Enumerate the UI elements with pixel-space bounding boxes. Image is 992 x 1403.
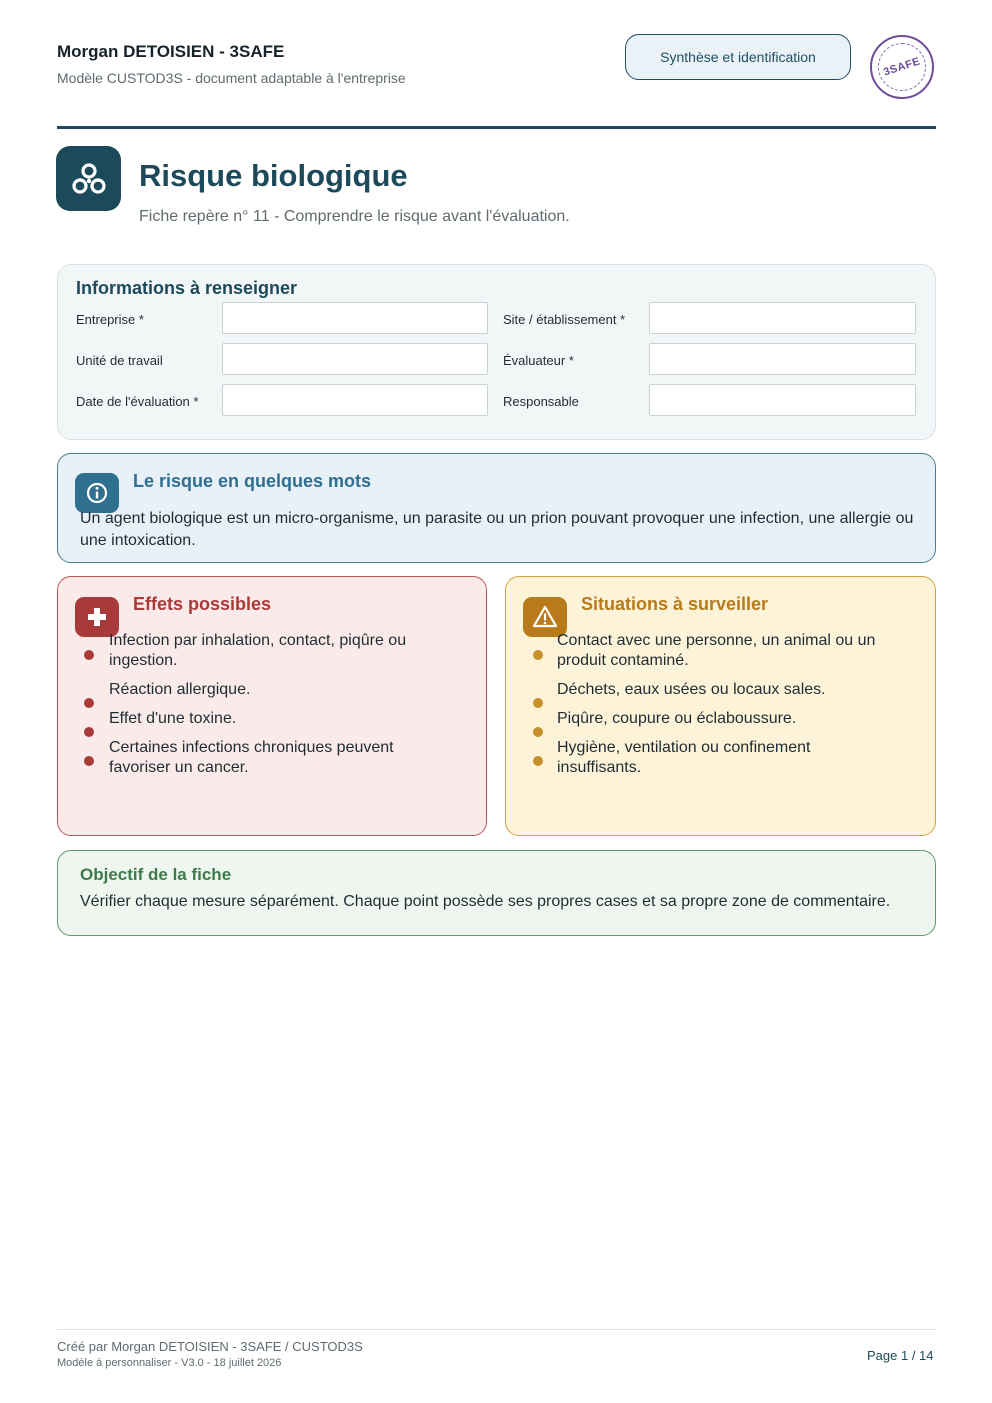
objective-card-title: Objectif de la fiche [80, 865, 232, 884]
date-evaluation-field[interactable] [222, 384, 488, 416]
seal-text: 3SAFE [882, 55, 922, 79]
summary-card-title: Le risque en quelques mots [133, 471, 372, 491]
section-tab[interactable] [625, 34, 851, 80]
field-label-unite: Unité de travail [76, 353, 163, 368]
info-icon [75, 473, 119, 513]
effects-item: Certaines infections chroniques peuvent favoriser un cancer. [109, 739, 394, 776]
bullet-dot [533, 650, 543, 660]
bullet-dot [533, 727, 543, 737]
bullet-dot [84, 698, 94, 708]
bullet-dot [533, 756, 543, 766]
situations-item: Contact avec une personne, un animal ou un produit contaminé. [557, 632, 876, 669]
biohazard-icon [56, 146, 121, 211]
footer-divider [57, 1329, 936, 1330]
summary-card-text: Un agent biologique est un micro-organisme, un parasite ou un prion pouvant provoquer une infection, une allergie ou une intoxication. [80, 510, 914, 549]
company-seal-logo [870, 35, 934, 99]
situations-card [505, 576, 936, 836]
effects-item: Effet d'une toxine. [109, 710, 237, 727]
page-title: Risque biologique [139, 158, 408, 193]
effects-item: Infection par inhalation, contact, piqûre ou ingestion. [109, 632, 407, 669]
field-label-entreprise: Entreprise * [76, 312, 144, 327]
field-label-site: Site / établissement * [503, 312, 626, 327]
situations-item: Déchets, eaux usées ou locaux sales. [557, 681, 826, 698]
entreprise-field[interactable] [222, 302, 488, 334]
unite-travail-field[interactable] [222, 343, 488, 375]
page-number: Page 1 / 14 [867, 1348, 934, 1363]
objective-card-text: Vérifier chaque mesure séparément. Chaque point possède ses propres cases et sa propre zone de commentaire. [80, 893, 891, 910]
model-description: Modèle CUSTOD3S - document adaptable à l'entreprise [57, 70, 406, 86]
effects-card-title: Effets possibles [133, 594, 272, 614]
site-field[interactable] [649, 302, 916, 334]
effects-card [57, 576, 487, 836]
bullet-dot [533, 698, 543, 708]
bullet-dot [84, 727, 94, 737]
field-label-responsable: Responsable [503, 394, 579, 409]
field-label-date: Date de l'évaluation * [76, 394, 199, 409]
situations-item: Piqûre, coupure ou éclaboussure. [557, 710, 797, 727]
section-tab-label: Synthèse et identification [660, 49, 816, 65]
effects-item: Réaction allergique. [109, 681, 251, 698]
author-name: Morgan DETOISIEN - 3SAFE [57, 42, 285, 61]
bullet-dot [84, 650, 94, 660]
page-subtitle: Fiche repère n° 11 - Comprendre le risque avant l'évaluation. [139, 208, 570, 225]
header-divider [57, 126, 936, 129]
situations-item: Hygiène, ventilation ou confinement insuffisants. [557, 739, 811, 776]
info-form-title: Informations à renseigner [76, 278, 298, 298]
bullet-dot [84, 756, 94, 766]
evaluateur-field[interactable] [649, 343, 916, 375]
footer-credit: Créé par Morgan DETOISIEN - 3SAFE / CUSTOD3S [57, 1339, 363, 1354]
field-label-evaluateur: Évaluateur * [503, 353, 574, 368]
footer-version: Modèle à personnaliser - V3.0 - 18 juillet 2026 [57, 1357, 282, 1369]
situations-card-title: Situations à surveiller [581, 594, 769, 614]
responsable-field[interactable] [649, 384, 916, 416]
